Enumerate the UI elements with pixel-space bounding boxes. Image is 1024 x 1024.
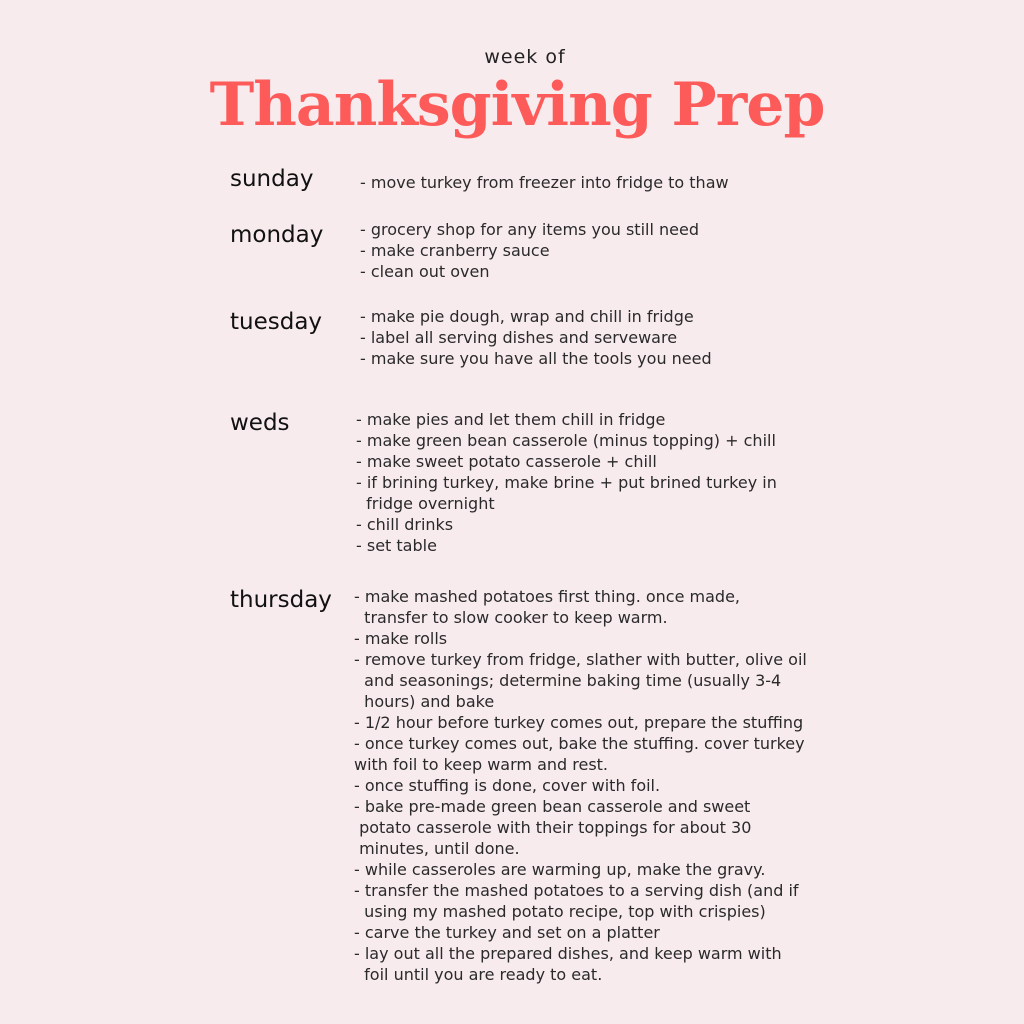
task-line: hours) and bake (354, 692, 495, 711)
task-line: - lay out all the prepared dishes, and keep warm with (354, 944, 782, 963)
task-line: transfer to slow cooker to keep warm. (354, 608, 668, 627)
task-line: - if brining turkey, make brine + put brined turkey in (356, 473, 777, 492)
task-line: - move turkey from freezer into fridge to thaw (360, 173, 729, 192)
task-line: - make pies and let them chill in fridge (356, 410, 666, 429)
day-label-monday: monday (230, 222, 324, 248)
task-list-thursday (354, 586, 807, 985)
task-list-weds (356, 409, 777, 556)
task-line: - make sweet potato casserole + chill (356, 452, 657, 471)
task-line: - while casseroles are warming up, make the gravy. (354, 860, 766, 879)
task-list-tuesday (360, 306, 712, 369)
task-list-sunday (360, 172, 729, 193)
task-line: - make sure you have all the tools you need (360, 349, 712, 368)
day-label-tuesday: tuesday (230, 309, 323, 335)
task-list-monday (360, 219, 699, 282)
task-line: - clean out oven (360, 262, 490, 281)
task-line: - once turkey comes out, bake the stuffing. cover turkey (354, 734, 805, 753)
task-line: - make pie dough, wrap and chill in fridge (360, 307, 694, 326)
task-line: - transfer the mashed potatoes to a serving dish (and if (354, 881, 799, 900)
task-line: - carve the turkey and set on a platter (354, 923, 660, 942)
task-line: - once stuffing is done, cover with foil. (354, 776, 661, 795)
task-line: foil until you are ready to eat. (354, 965, 603, 984)
task-line: - make mashed potatoes first thing. once made, (354, 587, 740, 606)
task-line: fridge overnight (356, 494, 495, 513)
task-line: - grocery shop for any items you still need (360, 220, 699, 239)
day-label-thursday: thursday (230, 587, 332, 613)
task-line: - make rolls (354, 629, 448, 648)
task-line: - set table (356, 536, 437, 555)
task-line: using my mashed potato recipe, top with crispies) (354, 902, 766, 921)
day-label-sunday: sunday (230, 166, 314, 192)
task-line: - bake pre-made green bean casserole and sweet (354, 797, 751, 816)
task-line: - remove turkey from fridge, slather with butter, olive oil (354, 650, 807, 669)
day-label-weds: weds (230, 410, 290, 436)
task-line: with foil to keep warm and rest. (354, 755, 609, 774)
task-line: and seasonings; determine baking time (usually 3-4 (354, 671, 782, 690)
page-title: Thanksgiving Prep (209, 70, 825, 140)
subtitle: week of (484, 46, 566, 68)
task-line: - make cranberry sauce (360, 241, 550, 260)
task-line: - make green bean casserole (minus topping) + chill (356, 431, 776, 450)
task-line: - label all serving dishes and serveware (360, 328, 678, 347)
task-line: minutes, until done. (354, 839, 520, 858)
task-line: - 1/2 hour before turkey comes out, prepare the stuffing (354, 713, 804, 732)
task-line: - chill drinks (356, 515, 454, 534)
task-line: potato casserole with their toppings for about 30 (354, 818, 752, 837)
